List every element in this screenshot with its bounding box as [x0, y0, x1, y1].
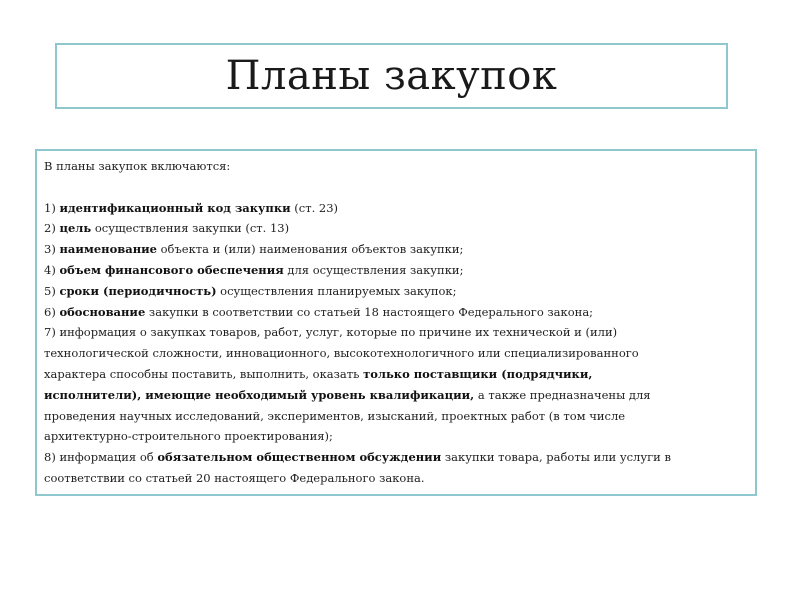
- line-text: соответствии со статьей 20 настоящего Федерального закона.: [44, 470, 425, 485]
- content-line: [44, 447, 747, 468]
- content-line: [44, 239, 747, 260]
- line-text: 7) информация о закупках товаров, работ, услуг, которые по причине их технической и (или): [44, 325, 618, 340]
- content-line: [44, 406, 747, 427]
- line-text: 2): [44, 221, 60, 236]
- bold-term: только поставщики (подрядчики,: [363, 366, 593, 381]
- line-text: (ст. 23): [290, 200, 339, 215]
- line-text: характера способны поставить, выполнить, оказать: [44, 366, 364, 381]
- line-text: 6): [44, 304, 60, 319]
- line-text: объекта и (или) наименования объектов закупки;: [156, 242, 464, 257]
- bold-term: цель: [59, 221, 92, 236]
- bold-term: идентификационный код закупки: [59, 200, 291, 215]
- line-text: 5): [44, 283, 60, 298]
- line-text: для осуществления закупки;: [283, 262, 464, 277]
- content-line: [44, 364, 747, 385]
- line-text: 3): [44, 242, 60, 257]
- slide-title: Планы закупок: [225, 53, 558, 99]
- content-line: [44, 198, 747, 219]
- content-line: [44, 468, 747, 489]
- bold-term: наименование: [59, 242, 157, 257]
- intro-text: В планы закупок включаются:: [44, 159, 231, 173]
- line-text: 4): [44, 262, 60, 277]
- line-text: осуществления планируемых закупок;: [216, 283, 457, 298]
- line-text: закупки товара, работы или услуги в: [441, 450, 671, 465]
- content-line: [44, 426, 747, 447]
- line-text: 8) информация об: [44, 450, 158, 465]
- line-text: архитектурно-строительного проектирования);: [44, 429, 333, 444]
- content-line: [44, 343, 747, 364]
- content-lines: [44, 198, 747, 489]
- title-box: [55, 43, 728, 109]
- line-text: технологической сложности, инновационного, высокотехнологичного или специализированного: [44, 346, 639, 361]
- content-line: [44, 322, 747, 343]
- line-text: проведения научных исследований, экспериментов, изысканий, проектных работ (в том числе: [44, 408, 626, 423]
- bold-term: исполнители), имеющие необходимый уровень квалификации,: [44, 387, 475, 402]
- bold-term: сроки (периодичность): [59, 283, 217, 298]
- line-text: осуществления закупки (ст. 13): [91, 221, 290, 236]
- content-line: [44, 218, 747, 239]
- line-text: закупки в соответствии со статьей 18 настоящего Федерального закона;: [145, 304, 594, 319]
- bold-term: обязательном общественном обсуждении: [157, 450, 442, 465]
- bold-term: объем финансового обеспечения: [59, 262, 284, 277]
- content-box: [35, 149, 757, 496]
- content-line: [44, 281, 747, 302]
- bold-term: обоснование: [59, 304, 146, 319]
- content-line: [44, 385, 747, 406]
- line-text: 1): [44, 200, 60, 215]
- blank-line: [44, 177, 747, 198]
- content-line: [44, 302, 747, 323]
- content-line: [44, 260, 747, 281]
- line-text: а также предназначены для: [474, 387, 651, 402]
